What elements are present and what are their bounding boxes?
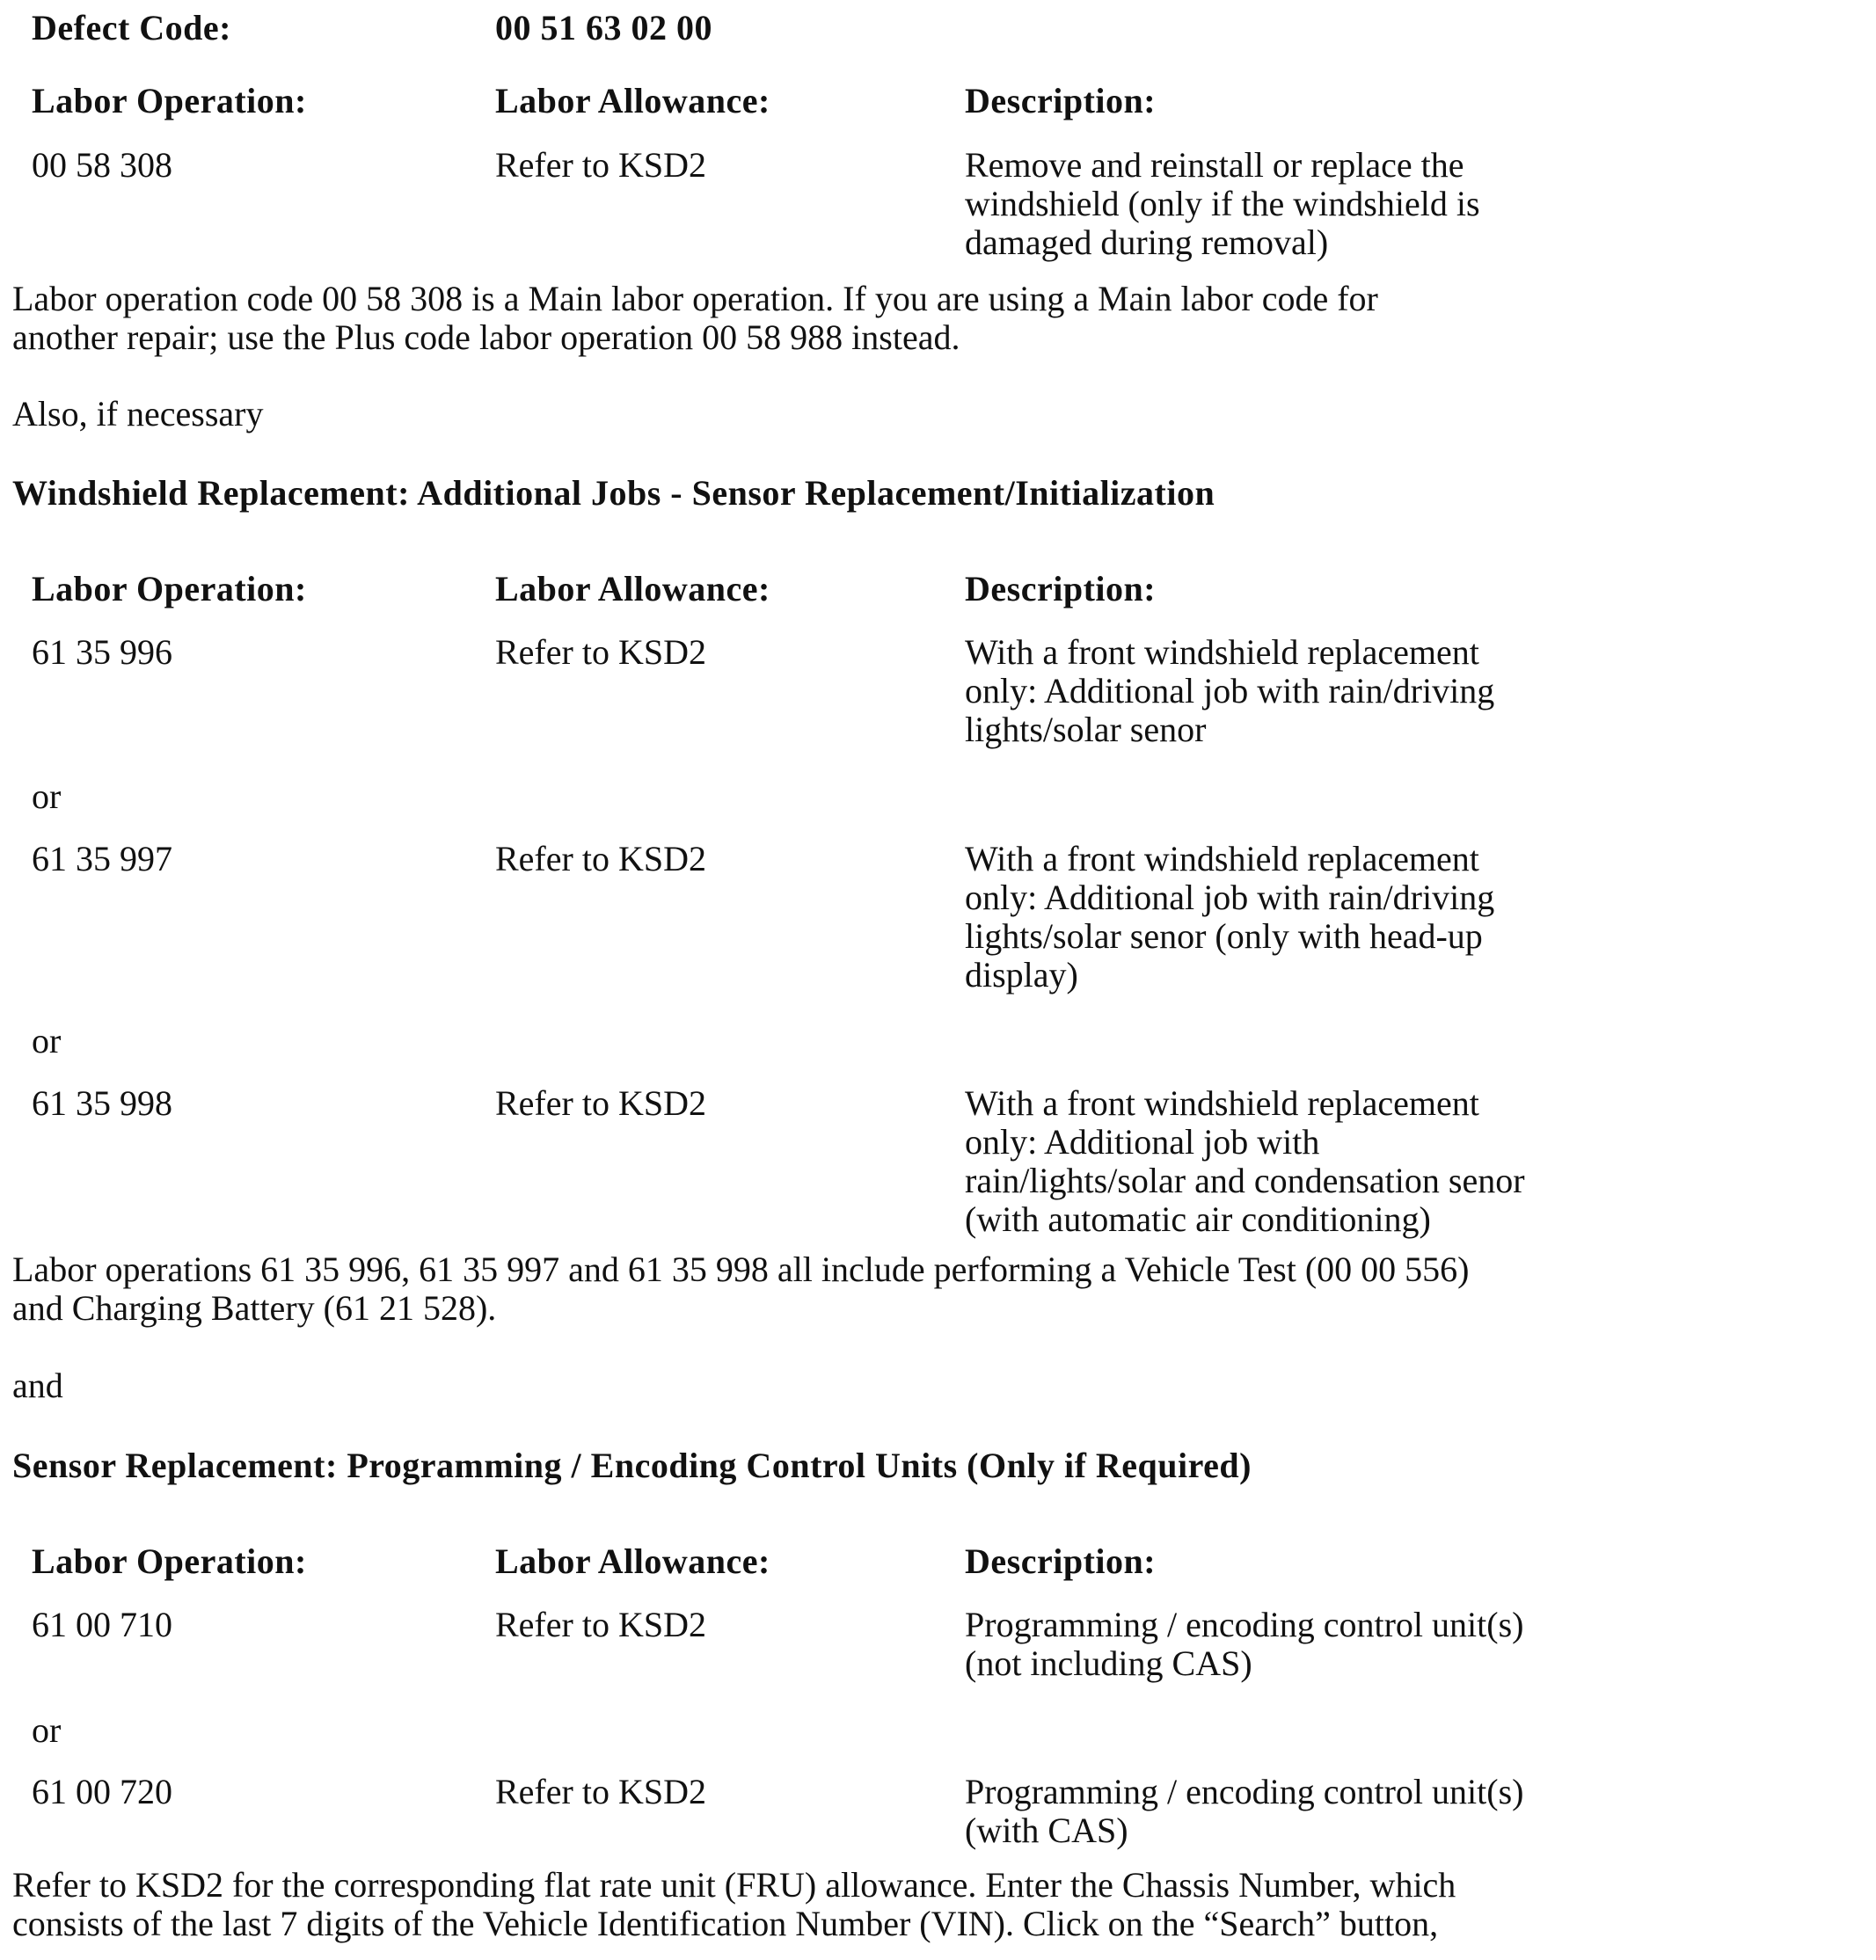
labor-operation-cell: 61 35 997	[32, 839, 172, 878]
description-line: lights/solar senor (only with head-up	[965, 916, 1483, 956]
labor-operation-cell: 61 35 996	[32, 632, 172, 672]
header-labor-allowance: Labor Allowance:	[495, 81, 770, 120]
description-line: display)	[965, 955, 1078, 995]
description-cell	[965, 146, 1480, 262]
section1-note	[12, 280, 1378, 357]
labor-allowance-cell: Refer to KSD2	[495, 1772, 706, 1811]
description-line: windshield (only if the windshield is	[965, 184, 1480, 223]
description-line: Remove and reinstall or replace the	[965, 145, 1464, 185]
labor-operation-cell: 61 35 998	[32, 1083, 172, 1123]
defect-code-label: Defect Code:	[32, 8, 231, 47]
and-text: and	[12, 1366, 63, 1405]
labor-allowance-cell: Refer to KSD2	[495, 839, 706, 878]
description-line: With a front windshield replacement	[965, 632, 1479, 672]
section3-note	[12, 1866, 1456, 1943]
header-description: Description:	[965, 1541, 1157, 1581]
note-line: Refer to KSD2 for the corresponding flat rate unit (FRU) allowance. Enter the Chassis Number, which	[12, 1865, 1456, 1905]
description-cell	[965, 633, 1494, 749]
labor-allowance-cell: Refer to KSD2	[495, 145, 706, 185]
labor-allowance-cell: Refer to KSD2	[495, 632, 706, 672]
description-cell	[965, 840, 1494, 995]
note-line: another repair; use the Plus code labor operation 00 58 988 instead.	[12, 317, 960, 357]
or-label: or	[32, 1021, 62, 1060]
labor-operation-cell: 61 00 720	[32, 1772, 172, 1811]
description-line: lights/solar senor	[965, 710, 1207, 749]
description-line: Programming / encoding control unit(s)	[965, 1772, 1524, 1811]
header-labor-allowance: Labor Allowance:	[495, 569, 770, 608]
header-labor-operation: Labor Operation:	[32, 1541, 307, 1581]
header-labor-operation: Labor Operation:	[32, 81, 307, 120]
description-line: damaged during removal)	[965, 222, 1329, 262]
header-description: Description:	[965, 569, 1157, 608]
defect-code-value: 00 51 63 02 00	[495, 8, 712, 47]
labor-allowance-cell: Refer to KSD2	[495, 1605, 706, 1644]
note-line: consists of the last 7 digits of the Vehicle Identification Number (VIN). Click on the “Search” button,	[12, 1904, 1439, 1943]
description-line: only: Additional job with rain/driving	[965, 878, 1495, 917]
note-line: Labor operation code 00 58 308 is a Main labor operation. If you are using a Main labor code for	[12, 279, 1378, 318]
labor-operation-cell: 00 58 308	[32, 145, 172, 185]
section3-title: Sensor Replacement: Programming / Encoding Control Units (Only if Required)	[12, 1446, 1252, 1485]
description-cell	[965, 1773, 1523, 1850]
or-label: or	[32, 776, 62, 816]
or-label: or	[32, 1710, 62, 1750]
description-line: Programming / encoding control unit(s)	[965, 1605, 1524, 1644]
header-labor-allowance: Labor Allowance:	[495, 1541, 770, 1581]
description-line: With a front windshield replacement	[965, 1083, 1479, 1123]
header-labor-operation: Labor Operation:	[32, 569, 307, 608]
note-line: and Charging Battery (61 21 528).	[12, 1288, 497, 1328]
description-cell	[965, 1606, 1523, 1683]
labor-allowance-cell: Refer to KSD2	[495, 1083, 706, 1123]
description-line: rain/lights/solar and condensation senor	[965, 1161, 1525, 1200]
description-line: (not including CAS)	[965, 1643, 1252, 1683]
description-line: (with CAS)	[965, 1811, 1128, 1850]
note-line: Labor operations 61 35 996, 61 35 997 and 61 35 998 all include performing a Vehicle Test (00 00 556)	[12, 1250, 1470, 1289]
section2-note	[12, 1250, 1470, 1328]
also-text: Also, if necessary	[12, 394, 264, 434]
description-line: only: Additional job with rain/driving	[965, 671, 1495, 710]
description-cell	[965, 1084, 1525, 1239]
labor-operation-cell: 61 00 710	[32, 1605, 172, 1644]
description-line: (with automatic air conditioning)	[965, 1199, 1431, 1239]
header-description: Description:	[965, 81, 1157, 120]
section2-title: Windshield Replacement: Additional Jobs - Sensor Replacement/Initialization	[12, 473, 1215, 513]
description-line: only: Additional job with	[965, 1122, 1320, 1162]
description-line: With a front windshield replacement	[965, 839, 1479, 878]
